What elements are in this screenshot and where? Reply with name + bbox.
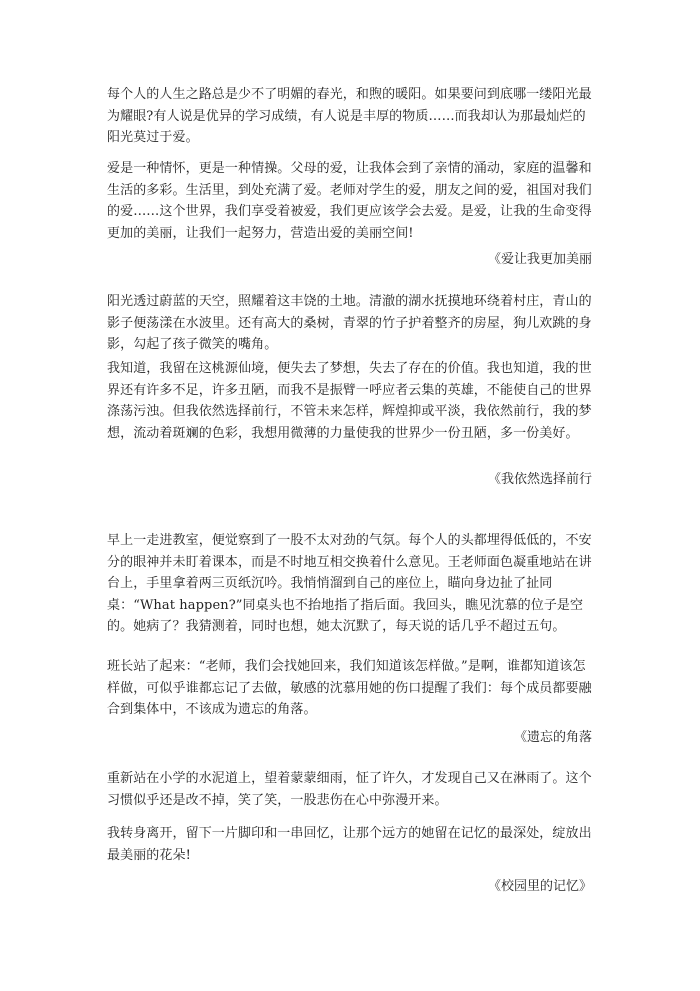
essay2-paragraph1: 阳光透过蔚蓝的天空，照耀着这丰饶的土地。清澈的湖水抚摸地环绕着村庄，青山的影子便荡漾在水波里。还有高大的桑树，青翠的竹子护着整齐的房屋，狗儿欢跳的身影，勾起了孩子微笑的嘴角。 (107, 294, 592, 352)
essay3-title: 《遗忘的角落 (513, 730, 592, 745)
essay1-paragraph2: 爱是一种情怀，更是一种情操。父母的爱，让我体会到了亲情的涌动，家庭的温馨和生活的多彩。生活里，到处充满了爱。老师对学生的爱，朋友之间的爱，祖国对我们的爱……这个世界，我们享受着被爱，我们更应该学会去爱。是爱，让我的生命变得更加的美丽，让我们一起努力，营造出爱的美丽空间! (107, 161, 592, 241)
essay4-paragraph2: 我转身离开，留下一片脚印和一串回忆，让那个远方的她留在记忆的最深处，绽放出最美丽的花朵! (107, 826, 592, 863)
essay1-title: 《爱让我更加美丽 (487, 252, 592, 267)
essay1-paragraph1: 每个人的人生之路总是少不了明媚的春光，和煦的暖阳。如果要问到底哪一缕阳光最为耀眼?有人说是优异的学习成绩，有人说是丰厚的物质……而我却认为那最灿烂的阳光莫过于爱。 (107, 87, 592, 145)
essay3-paragraph2: 班长站了起来：“老师，我们会找她回来，我们知道该怎样做。”是啊，谁都知道该怎样做，可似乎谁都忘记了去做，敏感的沈慕用她的伤口提醒了我们：每个成员都要融合到集体中，不该成为遗忘的角落。 (107, 659, 592, 717)
essay2-title: 《我依然选择前行 (487, 472, 592, 487)
essay4-paragraph1: 重新站在小学的水泥道上，望着蒙蒙细雨，怔了许久，才发现自己又在淋雨了。这个习惯似乎还是改不掉，笑了笑，一股悲伤在心中弥漫开来。 (107, 771, 592, 808)
essay2-paragraph2: 我知道，我留在这桃源仙境，便失去了梦想，失去了存在的价值。我也知道，我的世界还有许多不足，许多丑陋，而我不是振臂一呼应者云集的英雄，不能使自己的世界涤荡污浊。但我依然选择前行，不管未来怎样，辉煌抑或平淡，我依然前行，我的梦想，流动着斑斓的色彩，我想用微薄的力量使我的世界少一份丑陋，多一份美好。 (107, 361, 592, 441)
essay4-title: 《校园里的记忆》 (487, 879, 592, 894)
essay3-paragraph1: 早上一走进教室，便觉察到了一股不太对劲的气氛。每个人的头都埋得低低的，不安分的眼神并未盯着课本，而是不时地互相交换着什么意见。王老师面色凝重地站在讲台上，手里拿着两三页纸沉吟。我悄悄溜到自己的座位上，瞄向身边扯了扯同桌：“What happen?”同桌头也不抬地指了指后面。我回头，瞧见沈慕的位子是空的。她病了？我猜测着，同时也想，她太沉默了，每天说的话几乎不超过五句。 (107, 533, 592, 634)
